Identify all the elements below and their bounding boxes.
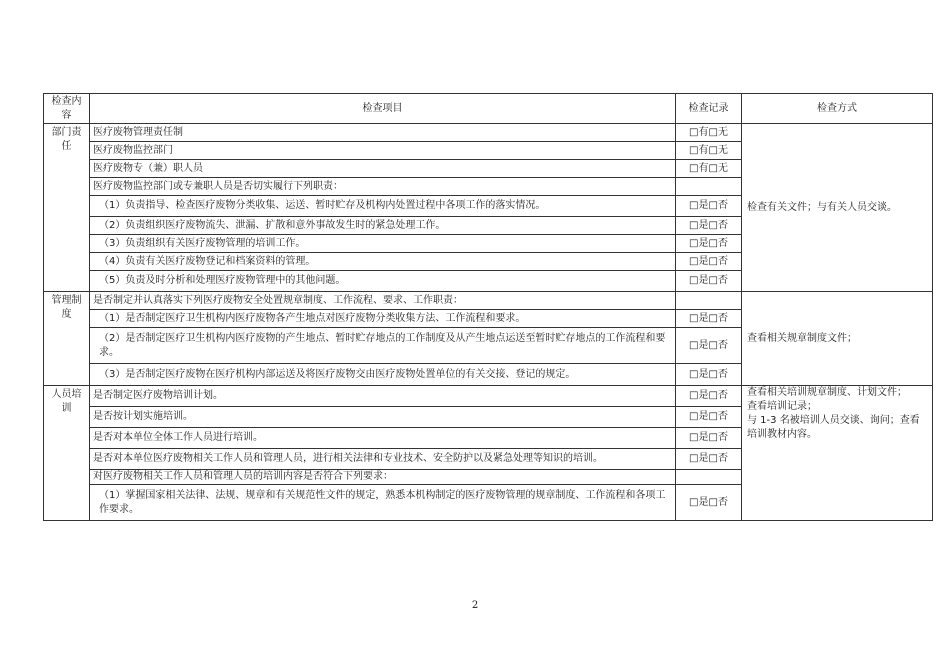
record-checkbox-cell[interactable]: □是□否 — [676, 235, 742, 253]
method-line: 查看相关培训规章制度、计划文件； — [747, 387, 907, 398]
item-cell: （2）负责组织医疗废物流失、泄漏、扩散和意外事故发生时的紧急处理工作。 — [90, 217, 676, 235]
item-cell: 医疗废物专（兼）职人员 — [90, 160, 676, 178]
method-cell — [742, 292, 933, 386]
item-cell: 是否制定医疗废物培训计划。 — [90, 386, 676, 407]
method-line: 检查有关文件；与有关人员交谈。 — [747, 201, 897, 213]
item-cell: （3）负责组织有关医疗废物管理的培训工作。 — [90, 235, 676, 253]
record-checkbox-cell[interactable]: □是□否 — [676, 196, 742, 217]
record-checkbox-cell[interactable]: □是□否 — [676, 253, 742, 271]
item-cell: （1）掌握国家相关法律、法规、规章和有关规范性文件的规定，熟悉本机构制定的医疗废物管理的规章制度、工作流程和各项工作要求。 — [90, 485, 676, 521]
method-line: 与 1-3 名被培训人员交谈、询问；查看培训教材内容。 — [747, 415, 920, 440]
record-checkbox-cell — [676, 470, 742, 485]
item-cell: （3）是否制定医疗废物在医疗机构内部运送及将医疗废物交由医疗废物处置单位的有关交接、登记的规定。 — [90, 364, 676, 386]
method-cell — [742, 124, 933, 292]
record-checkbox-cell[interactable]: □是□否 — [676, 217, 742, 235]
header-category: 检查内容 — [44, 94, 90, 124]
method-cell — [742, 386, 933, 521]
item-cell: 是否按计划实施培训。 — [90, 407, 676, 428]
record-checkbox-cell[interactable]: □有□无 — [676, 124, 742, 142]
item-cell: 医疗废物监控部门或专兼职人员是否切实履行下列职责： — [90, 178, 676, 196]
item-cell: （2）是否制定医疗卫生机构内医疗废物的产生地点、暂时贮存地点的工作制度及从产生地点运送至暂时贮存地点的工作流程和要求。 — [90, 328, 676, 364]
item-cell: 医疗废物管理责任制 — [90, 124, 676, 142]
record-checkbox-cell[interactable]: □是□否 — [676, 407, 742, 428]
category-cell: 部门责任 — [44, 124, 90, 292]
table-row — [44, 292, 933, 310]
item-cell: （4）负责有关医疗废物登记和档案资料的管理。 — [90, 253, 676, 271]
record-checkbox-cell[interactable]: □有□无 — [676, 142, 742, 160]
header-row — [44, 94, 933, 124]
record-checkbox-cell[interactable]: □是□否 — [676, 310, 742, 328]
method-line: 查看相关规章制度文件； — [747, 332, 857, 344]
page-number: 2 — [471, 600, 479, 611]
method-line: 查看培训记录； — [747, 401, 817, 412]
item-cell: （5）负责及时分析和处理医疗废物管理中的其他问题。 — [90, 271, 676, 292]
table-body — [44, 124, 933, 521]
record-checkbox-cell[interactable]: □是□否 — [676, 328, 742, 364]
item-cell: 对医疗废物相关工作人员和管理人员的培训内容是否符合下列要求： — [90, 470, 676, 485]
record-checkbox-cell[interactable]: □是□否 — [676, 271, 742, 292]
item-cell: 是否对本单位医疗废物相关工作人员和管理人员，进行相关法律和专业技术、安全防护以及紧急处理等知识的培训。 — [90, 449, 676, 470]
record-checkbox-cell[interactable]: □是□否 — [676, 428, 742, 449]
header-record: 检查记录 — [676, 94, 742, 124]
record-checkbox-cell[interactable]: □有□无 — [676, 160, 742, 178]
record-checkbox-cell — [676, 292, 742, 310]
record-checkbox-cell[interactable]: □是□否 — [676, 485, 742, 521]
item-cell: 医疗废物监控部门 — [90, 142, 676, 160]
inspection-table — [43, 93, 933, 521]
item-cell: 是否对本单位全体工作人员进行培训。 — [90, 428, 676, 449]
item-cell: （1）负责指导、检查医疗废物分类收集、运送、暂时贮存及机构内处置过程中各项工作的落实情况。 — [90, 196, 676, 217]
table-row — [44, 124, 933, 142]
record-checkbox-cell[interactable]: □是□否 — [676, 386, 742, 407]
category-cell: 人员培训 — [44, 386, 90, 521]
record-checkbox-cell — [676, 178, 742, 196]
category-cell: 管理制度 — [44, 292, 90, 386]
record-checkbox-cell[interactable]: □是□否 — [676, 449, 742, 470]
header-method: 检查方式 — [742, 94, 933, 124]
table-row — [44, 386, 933, 407]
item-cell: （1）是否制定医疗卫生机构内医疗废物各产生地点对医疗废物分类收集方法、工作流程和要求。 — [90, 310, 676, 328]
item-cell: 是否制定并认真落实下列医疗废物安全处置规章制度、工作流程、要求、工作职责： — [90, 292, 676, 310]
header-item: 检查项目 — [90, 94, 676, 124]
record-checkbox-cell[interactable]: □是□否 — [676, 364, 742, 386]
